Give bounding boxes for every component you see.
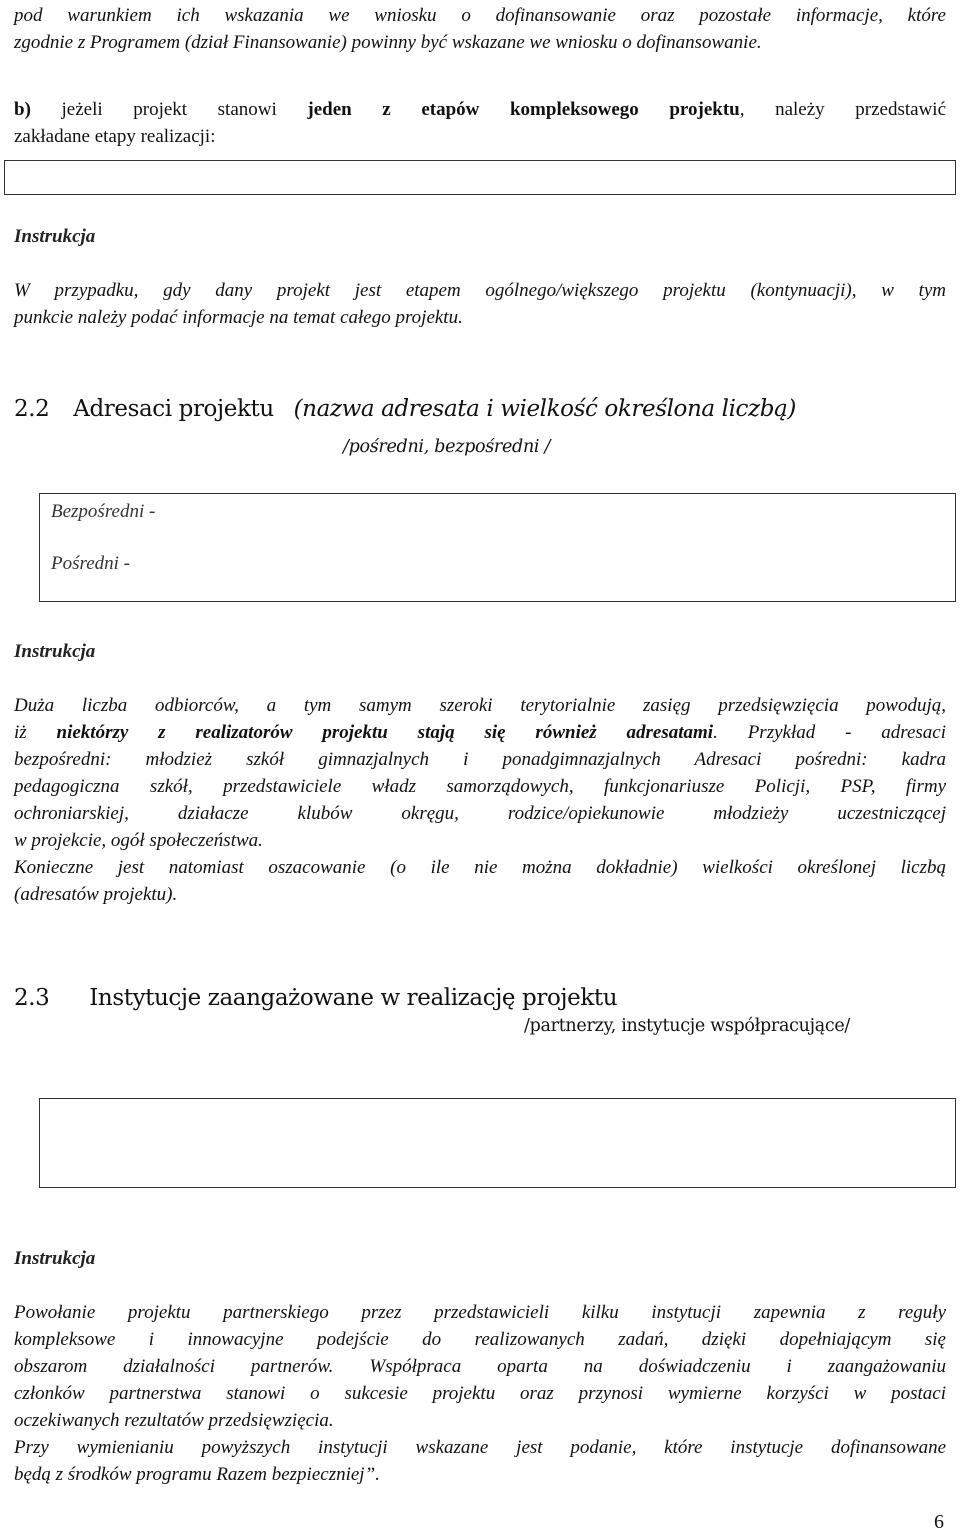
- instruction-2-label: Instrukcja: [14, 641, 96, 662]
- instruction-3-p1-line2: kompleksowe i innowacyjne podejście do realizowanych zadań, dzięki dopełniającym się: [14, 1329, 946, 1350]
- instruction-2-p2-line2: (adresatów projektu).: [14, 884, 178, 905]
- instruction-3-p1-line1: Powołanie projektu partnerskiego przez przedstawicieli kilku instytucji zapewnia z reguły: [14, 1302, 946, 1323]
- section-b-line1: [14, 96, 946, 123]
- recipients-direct-label: Bezpośredni -: [51, 501, 156, 522]
- section-b-text-after: , należy przedstawić: [739, 99, 947, 120]
- top-paragraph-line1: pod warunkiem ich wskazania we wniosku o dofinansowanie oraz pozostałe informacje, które: [14, 5, 946, 26]
- instruction-1: [14, 223, 946, 331]
- institutions-box[interactable]: [39, 1098, 956, 1188]
- instruction-2-p1-line4: pedagogiczna szkół, przedstawiciele władz samorządowych, funkcjonariusze Policji, PSP, firmy: [14, 776, 946, 797]
- instruction-3: [14, 1245, 946, 1488]
- stages-input-box[interactable]: [4, 160, 956, 195]
- instruction-2-p1-line1: Duża liczba odbiorców, a tym samym szeroki terytorialnie zasięg przedsięwzięcia powodują,: [14, 695, 946, 716]
- instruction-3-p1-line3: obszarom działalności partnerów. Współpraca oparta na doświadczeniu i zaangażowaniu: [14, 1356, 946, 1377]
- instruction-2-p1-line3: bezpośredni: młodzież szkół gimnazjalnych i ponadgimnazjalnych Adresaci pośredni: kadra: [14, 749, 946, 770]
- section-2-3-number: 2.3: [14, 985, 50, 1011]
- section-2-2-title: Adresaci projektu: [73, 396, 274, 422]
- section-2-2-number: 2.2: [14, 396, 50, 422]
- page-number: 6: [934, 1511, 944, 1533]
- instruction-3-label: Instrukcja: [14, 1248, 96, 1269]
- instruction-2-p1-line6: w projekcie, ogół społeczeństwa.: [14, 830, 263, 851]
- instruction-2-p1-line2-b: . Przykład - adresaci: [713, 722, 946, 743]
- top-paragraph-line2: zgodnie z Programem (dział Finansowanie) powinny być wskazane we wniosku o dofinansowanie.: [14, 32, 762, 53]
- section-2-2-title-italic: (nazwa adresata i wielkość określona liczbą): [293, 396, 796, 422]
- section-2-3-heading: [14, 983, 617, 1013]
- instruction-2-p2-line1: Konieczne jest natomiast oszacowanie (o ile nie można dokładnie) wielkości określonej liczbą: [14, 857, 946, 878]
- instruction-1-label: Instrukcja: [14, 226, 96, 247]
- section-b-prefix: b): [14, 99, 31, 120]
- instruction-3-p2-line2: będą z środków programu Razem bezpieczniej”.: [14, 1464, 380, 1485]
- instruction-3-p2-line1: Przy wymienianiu powyższych instytucji wskazane jest podanie, które instytucje dofinansowane: [14, 1437, 946, 1458]
- section-2-2-heading: [14, 394, 796, 424]
- instruction-3-p1-line4: członków partnerstwa stanowi o sukcesie projektu oraz przynosi wymierne korzyści w postaci: [14, 1383, 946, 1404]
- recipients-box[interactable]: [39, 493, 956, 602]
- recipients-indirect-label: Pośredni -: [51, 553, 130, 574]
- instruction-2-p1-line2-bold: niektórzy z realizatorów projektu stają się również adresatami: [56, 722, 714, 743]
- instruction-2-p1-line2-a: iż: [14, 722, 57, 743]
- section-2-3-title: Instytucje zaangażowane w realizację projektu: [89, 985, 618, 1011]
- section-b-line2: zakładane etapy realizacji:: [14, 126, 216, 147]
- section-2-2-subtitle: /pośredni, bezpośredni /: [343, 437, 551, 457]
- section-2-3-subtitle: /partnerzy, instytucje współpracujące/: [524, 1016, 851, 1036]
- instruction-2-p1-line2: [14, 719, 946, 746]
- section-b-text-before: jeżeli projekt stanowi: [30, 99, 308, 120]
- top-paragraph: [14, 2, 946, 56]
- section-b: [14, 96, 946, 150]
- instruction-3-p1-line5: oczekiwanych rezultatów przedsięwzięcia.: [14, 1410, 334, 1431]
- section-b-bold: jeden z etapów kompleksowego projektu: [307, 99, 740, 120]
- instruction-2-p1-line5: ochroniarskiej, działacze klubów okręgu, rodzice/opiekunowie młodzieży uczestniczącej: [14, 803, 946, 824]
- instruction-1-line1: W przypadku, gdy dany projekt jest etapem ogólnego/większego projektu (kontynuacji), w tym: [14, 280, 946, 301]
- instruction-1-line2: punkcie należy podać informacje na temat całego projektu.: [14, 307, 463, 328]
- instruction-2: [14, 638, 946, 908]
